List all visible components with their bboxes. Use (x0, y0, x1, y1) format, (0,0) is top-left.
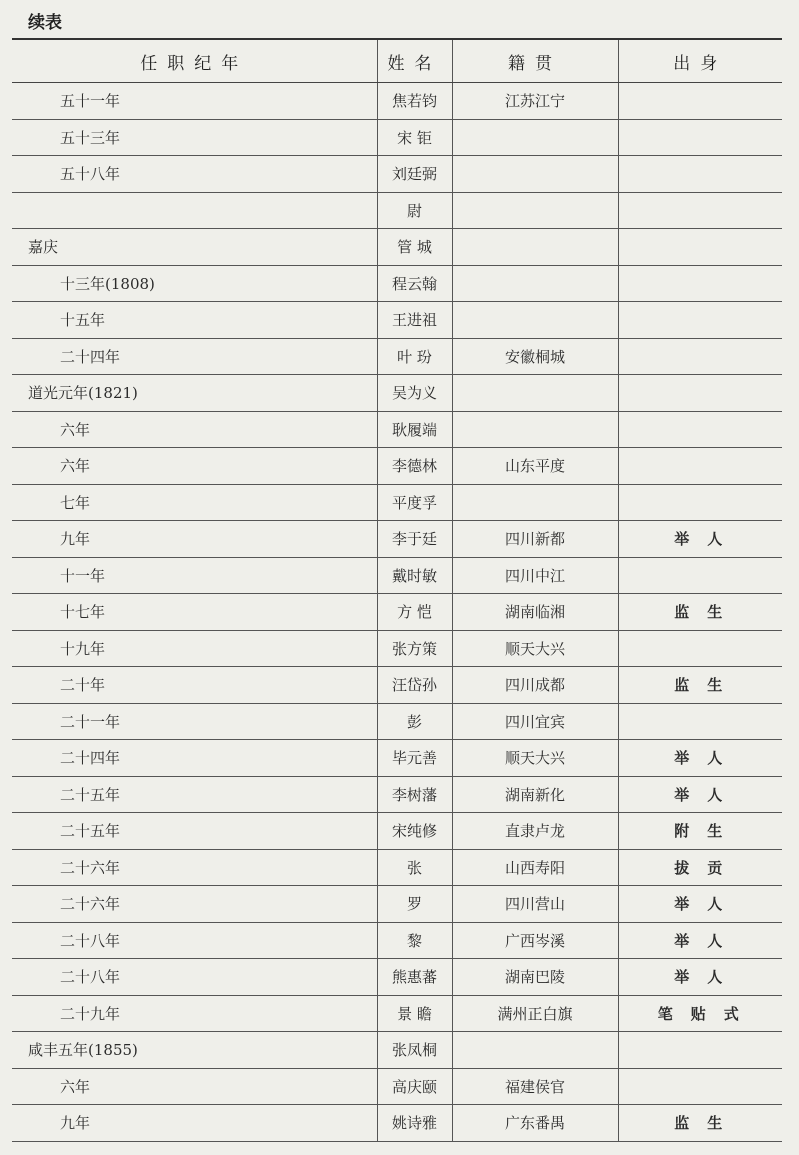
table-row (12, 594, 782, 631)
table-row (12, 521, 782, 558)
period-cell: 六年 (12, 448, 377, 485)
table-row (12, 630, 782, 667)
name-cell: 姚诗雅 (377, 1105, 452, 1142)
name-cell: 黎 (377, 922, 452, 959)
origin-cell: 四川成都 (452, 667, 618, 704)
origin-cell: 四川营山 (452, 886, 618, 923)
name-cell: 李树藩 (377, 776, 452, 813)
background-cell: 举人 (618, 922, 782, 959)
period-cell: 咸丰五年(1855) (12, 1032, 377, 1069)
origin-cell (452, 119, 618, 156)
background-cell: 附生 (618, 813, 782, 850)
background-cell (618, 703, 782, 740)
table-row (12, 411, 782, 448)
origin-cell (452, 265, 618, 302)
officials-table (12, 38, 782, 1142)
name-cell: 耿履端 (377, 411, 452, 448)
background-cell: 举人 (618, 740, 782, 777)
table-body (12, 83, 782, 1142)
period-cell: 二十年 (12, 667, 377, 704)
name-cell: 高庆颐 (377, 1068, 452, 1105)
table-row (12, 229, 782, 266)
table-row (12, 922, 782, 959)
background-cell: 拔贡 (618, 849, 782, 886)
period-cell: 二十五年 (12, 776, 377, 813)
table-row (12, 83, 782, 120)
background-cell (618, 192, 782, 229)
table-row (12, 1105, 782, 1142)
name-cell: 管 城 (377, 229, 452, 266)
name-cell: 程云翰 (377, 265, 452, 302)
name-cell: 汪岱孙 (377, 667, 452, 704)
name-cell: 宋 钜 (377, 119, 452, 156)
name-cell: 张 (377, 849, 452, 886)
name-cell: 王进祖 (377, 302, 452, 339)
table-row (12, 557, 782, 594)
table-row (12, 959, 782, 996)
origin-cell (452, 229, 618, 266)
background-cell (618, 630, 782, 667)
background-cell (618, 302, 782, 339)
name-cell: 景 瞻 (377, 995, 452, 1032)
period-cell (12, 192, 377, 229)
origin-cell: 满州正白旗 (452, 995, 618, 1032)
table-row (12, 119, 782, 156)
name-cell: 毕元善 (377, 740, 452, 777)
period-cell: 九年 (12, 1105, 377, 1142)
background-cell: 举人 (618, 521, 782, 558)
origin-cell (452, 411, 618, 448)
origin-cell (452, 484, 618, 521)
background-cell (618, 448, 782, 485)
period-cell: 二十六年 (12, 849, 377, 886)
table-row (12, 849, 782, 886)
name-cell: 张方策 (377, 630, 452, 667)
table-row (12, 995, 782, 1032)
background-cell: 监生 (618, 594, 782, 631)
period-cell: 十七年 (12, 594, 377, 631)
origin-cell: 江苏江宁 (452, 83, 618, 120)
name-cell: 张凤桐 (377, 1032, 452, 1069)
origin-cell: 四川中江 (452, 557, 618, 594)
background-cell: 笔贴式 (618, 995, 782, 1032)
name-cell: 罗 (377, 886, 452, 923)
table-row (12, 1032, 782, 1069)
origin-cell: 山西寿阳 (452, 849, 618, 886)
table-row (12, 156, 782, 193)
name-cell: 彭 (377, 703, 452, 740)
period-cell: 二十六年 (12, 886, 377, 923)
name-cell: 李德林 (377, 448, 452, 485)
name-cell: 叶 玢 (377, 338, 452, 375)
background-cell: 监生 (618, 1105, 782, 1142)
table-row (12, 302, 782, 339)
background-cell (618, 83, 782, 120)
header-background: 出身 (618, 39, 782, 83)
origin-cell: 顺天大兴 (452, 630, 618, 667)
origin-cell (452, 302, 618, 339)
origin-cell (452, 1032, 618, 1069)
background-cell: 监生 (618, 667, 782, 704)
period-cell: 六年 (12, 411, 377, 448)
name-cell: 尉 (377, 192, 452, 229)
name-cell: 刘廷弼 (377, 156, 452, 193)
name-cell: 平度孚 (377, 484, 452, 521)
table-row (12, 703, 782, 740)
background-cell (618, 338, 782, 375)
header-name: 姓名 (377, 39, 452, 83)
origin-cell: 湖南新化 (452, 776, 618, 813)
table-row (12, 813, 782, 850)
period-cell: 五十八年 (12, 156, 377, 193)
table-row (12, 265, 782, 302)
table-row (12, 338, 782, 375)
period-cell: 二十八年 (12, 959, 377, 996)
origin-cell: 山东平度 (452, 448, 618, 485)
header-row (12, 39, 782, 83)
background-cell: 举人 (618, 776, 782, 813)
page-label: 续表 (28, 13, 62, 33)
origin-cell: 湖南巴陵 (452, 959, 618, 996)
period-cell: 六年 (12, 1068, 377, 1105)
period-cell: 二十八年 (12, 922, 377, 959)
origin-cell: 四川宜宾 (452, 703, 618, 740)
table-row (12, 484, 782, 521)
table-row (12, 375, 782, 412)
origin-cell: 顺天大兴 (452, 740, 618, 777)
period-cell: 嘉庆 (12, 229, 377, 266)
period-cell: 二十五年 (12, 813, 377, 850)
period-cell: 五十三年 (12, 119, 377, 156)
background-cell (618, 411, 782, 448)
table-row (12, 448, 782, 485)
origin-cell: 广西岑溪 (452, 922, 618, 959)
background-cell (618, 1032, 782, 1069)
name-cell: 李于廷 (377, 521, 452, 558)
period-cell: 七年 (12, 484, 377, 521)
origin-cell: 直隶卢龙 (452, 813, 618, 850)
table-row (12, 740, 782, 777)
origin-cell: 广东番禺 (452, 1105, 618, 1142)
name-cell: 吴为义 (377, 375, 452, 412)
background-cell (618, 265, 782, 302)
origin-cell: 福建侯官 (452, 1068, 618, 1105)
origin-cell: 湖南临湘 (452, 594, 618, 631)
period-cell: 二十一年 (12, 703, 377, 740)
period-cell: 十一年 (12, 557, 377, 594)
name-cell: 方 恺 (377, 594, 452, 631)
background-cell (618, 229, 782, 266)
background-cell (618, 119, 782, 156)
background-cell: 举人 (618, 886, 782, 923)
table-row (12, 776, 782, 813)
background-cell (618, 375, 782, 412)
origin-cell: 安徽桐城 (452, 338, 618, 375)
period-cell: 十三年(1808) (12, 265, 377, 302)
period-cell: 二十四年 (12, 740, 377, 777)
background-cell (618, 1068, 782, 1105)
background-cell (618, 156, 782, 193)
period-cell: 十五年 (12, 302, 377, 339)
table-row (12, 1068, 782, 1105)
background-cell (618, 557, 782, 594)
header-period: 任职纪年 (12, 39, 377, 83)
period-cell: 十九年 (12, 630, 377, 667)
name-cell: 焦若钧 (377, 83, 452, 120)
table-row (12, 667, 782, 704)
name-cell: 熊惠蕃 (377, 959, 452, 996)
period-cell: 九年 (12, 521, 377, 558)
origin-cell: 四川新都 (452, 521, 618, 558)
table-row (12, 886, 782, 923)
origin-cell (452, 375, 618, 412)
background-cell (618, 484, 782, 521)
period-cell: 五十一年 (12, 83, 377, 120)
period-cell: 二十九年 (12, 995, 377, 1032)
table-row (12, 192, 782, 229)
header-origin: 籍贯 (452, 39, 618, 83)
origin-cell (452, 192, 618, 229)
period-cell: 道光元年(1821) (12, 375, 377, 412)
origin-cell (452, 156, 618, 193)
name-cell: 宋纯修 (377, 813, 452, 850)
period-cell: 二十四年 (12, 338, 377, 375)
name-cell: 戴时敏 (377, 557, 452, 594)
background-cell: 举人 (618, 959, 782, 996)
